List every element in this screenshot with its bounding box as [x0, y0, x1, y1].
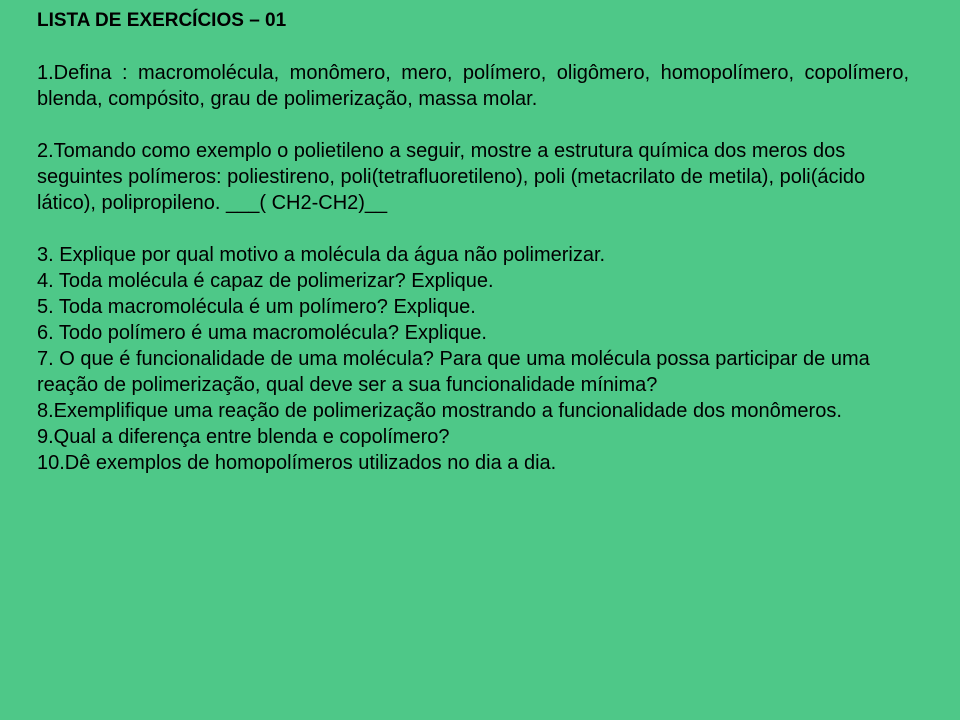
question-10: 10.Dê exemplos de homopolímeros utilizados no dia a dia.	[37, 452, 557, 474]
page-title: LISTA DE EXERCÍCIOS – 01	[37, 10, 287, 31]
spacer	[37, 34, 909, 60]
question-5: 5. Toda macromolécula é um polímero? Explique.	[37, 296, 476, 318]
question-3: 3. Explique por qual motivo a molécula da água não polimerizar.	[37, 244, 606, 266]
exercise-list	[37, 8, 909, 476]
question-2: 2.Tomando como exemplo o polietileno a seguir, mostre a estrutura química dos meros dos seguintes polímeros: poliestireno, poli(tetrafluoretileno), poli (metacrilato de metila), poli(ácido lático), polipropileno. ___( CH2-CH2)__	[37, 140, 866, 214]
question-6: 6. Todo polímero é uma macromolécula? Explique.	[37, 322, 487, 344]
question-4: 4. Toda molécula é capaz de polimerizar? Explique.	[37, 270, 494, 292]
spacer	[37, 216, 909, 242]
spacer	[37, 112, 909, 138]
question-9: 9.Qual a diferença entre blenda e copolímero?	[37, 426, 450, 448]
question-8: 8.Exemplifique uma reação de polimerização mostrando a funcionalidade dos monômeros.	[37, 400, 842, 422]
question-1: 1.Defina : macromolécula, monômero, mero, polímero, oligômero, homopolímero, copolímero, blenda, compósito, grau de polimerização, massa molar.	[37, 62, 909, 110]
question-7: 7. O que é funcionalidade de uma molécula? Para que uma molécula possa participar de uma reação de polimerização, qual deve ser a sua funcionalidade mínima?	[37, 348, 870, 396]
